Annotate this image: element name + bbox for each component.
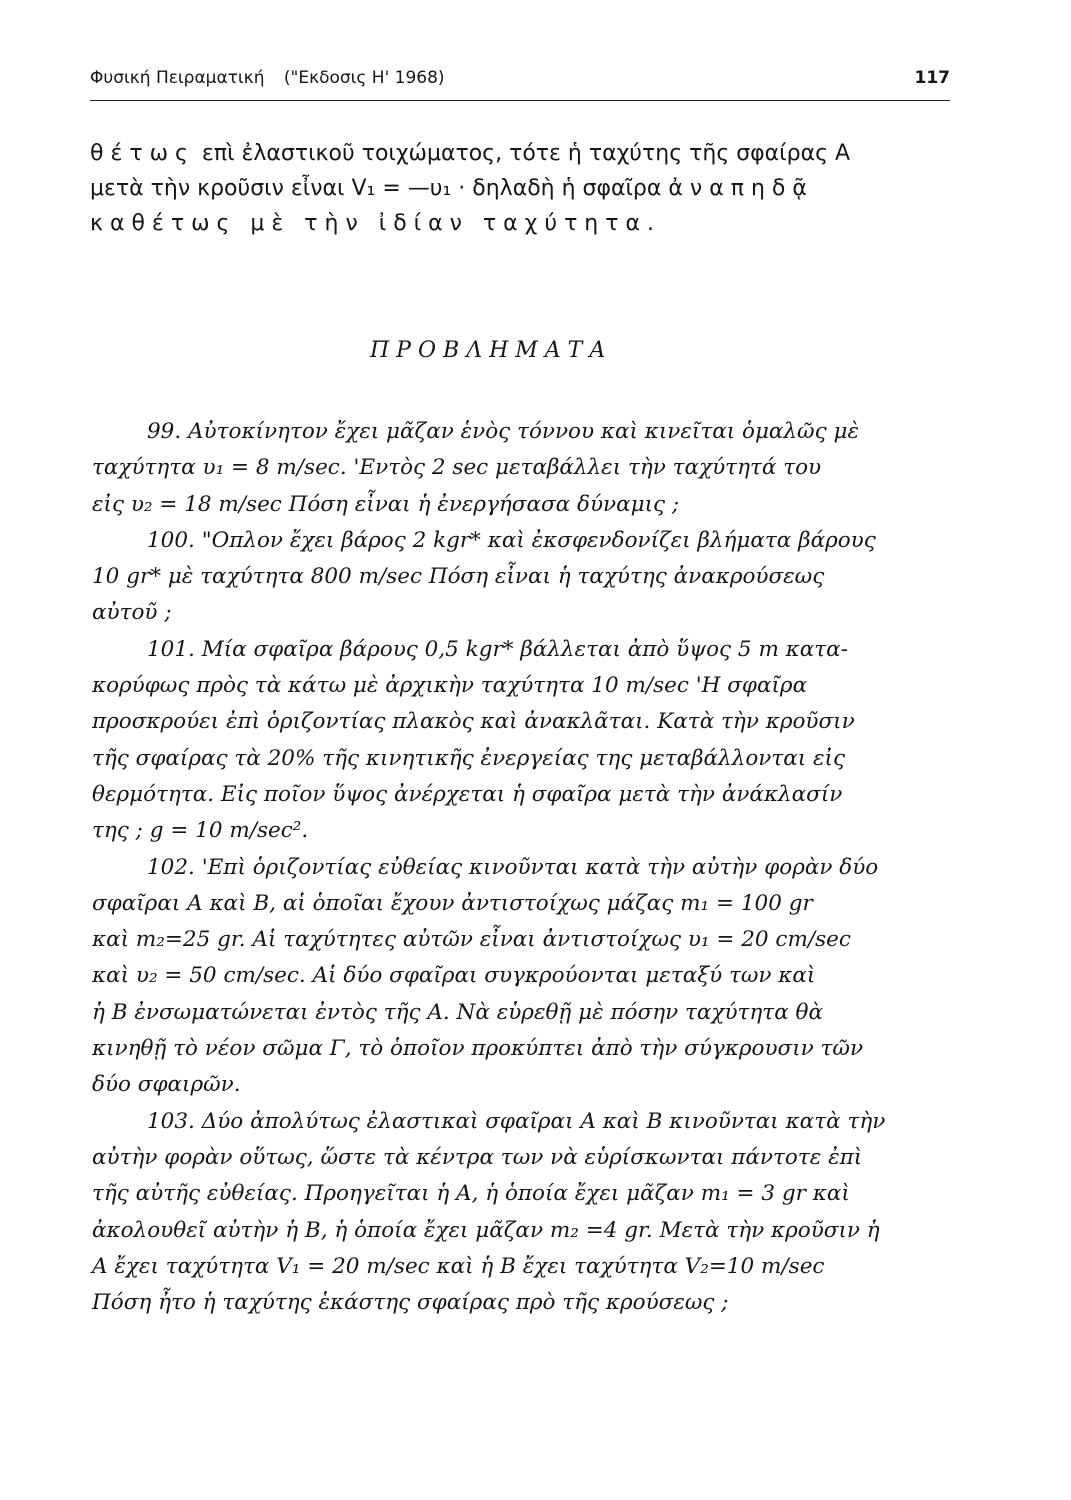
problem-line: 102. 'Επὶ ὁριζοντίας εὐθείας κινοῦνται κατὰ τὴν αὐτὴν φορὰν δύο	[147, 854, 879, 880]
intro-line	[90, 136, 950, 171]
problems-list	[92, 414, 952, 1321]
intro-line	[90, 171, 950, 206]
problem-line: ταχύτητα υ₁ = 8 m/sec. 'Εντὸς 2 sec μεταβάλλει τὴν ταχύτητά του	[92, 455, 822, 481]
problem-line: ἡ Β ἐνσωματώνεται ἐντὸς τῆς Α. Νὰ εὑρεθῇ μὲ πόσην ταχύτητα θὰ	[92, 999, 824, 1025]
problem-line: αὐτὴν φορὰν οὕτως, ὥστε τὰ κέντρα των νὰ εὑρίσκωνται πάντοτε ἐπὶ	[92, 1144, 863, 1170]
header-left	[90, 68, 459, 88]
running-header	[90, 68, 950, 98]
problem-line: 10 gr* μὲ ταχύτητα 800 m/sec Πόση εἶναι ἡ ταχύτης ἀνακρούσεως	[92, 564, 825, 590]
intro-text: ἀναπηδᾷ	[668, 176, 814, 201]
edition-info: ("Εκδοσις Η' 1968)	[283, 68, 445, 88]
section-title: ΠΡΟΒΛΗΜΑΤΑ	[370, 338, 613, 363]
intro-text: καθέτως μὲ τὴν ἰδίαν ταχύτητα.	[90, 211, 661, 236]
intro-text: θέτως	[90, 141, 195, 166]
problem-line: κορύφως πρὸς τὰ κάτω μὲ ἀρχικὴν ταχύτητα 10 m/sec 'Η σφαῖρα	[92, 673, 808, 699]
problem-line: καὶ υ₂ = 50 cm/sec. Αἱ δύο σφαῖραι συγκρούονται μεταξύ των καὶ	[92, 963, 816, 989]
problem-line: κινηθῇ τὸ νέον σῶμα Γ, τὸ ὁποῖον προκύπτει ἀπὸ τὴν σύγκρουσιν τῶν	[92, 1036, 864, 1062]
problem-line: Α ἔχει ταχύτητα V₁ = 20 m/sec καὶ ἡ Β ἔχει ταχύτητα V₂=10 m/sec	[92, 1253, 825, 1279]
problem-line: καὶ m₂=25 gr. Αἱ ταχύτητες αὐτῶν εἶναι ἀντιστοίχως υ₁ = 20 cm/sec	[92, 927, 851, 953]
problem-line: σφαῖραι Α καὶ Β, αἱ ὁποῖαι ἔχουν ἀντιστοίχως μάζας m₁ = 100 gr	[92, 890, 813, 916]
problem-line: θερμότητα. Εἰς ποῖον ὕψος ἀνέρχεται ἡ σφαῖρα μετὰ τὴν ἀνάκλασίν	[92, 781, 843, 807]
problem-line: προσκρούει ἐπὶ ὁριζοντίας πλακὸς καὶ ἀνακλᾶται. Κατὰ τὴν κροῦσιν	[92, 709, 855, 735]
intro-paragraph	[90, 136, 950, 241]
header-rule	[90, 100, 950, 101]
problem-line: 101. Μία σφαῖρα βάρους 0,5 kgr* βάλλεται ἀπὸ ὕψος 5 m κατα-	[147, 636, 848, 662]
intro-line	[90, 206, 950, 241]
problem-line: Πόση ἦτο ἡ ταχύτης ἑκάστης σφαίρας πρὸ τῆς κρούσεως ;	[92, 1290, 729, 1316]
problem-line: εἰς υ₂ = 18 m/sec Πόση εἶναι ἡ ἐνεργήσασα δύναμις ;	[92, 491, 680, 517]
problem-line: 100. "Οπλον ἔχει βάρος 2 kgr* καὶ ἐκσφενδονίζει βλήματα βάρους	[147, 527, 876, 553]
intro-text: μετὰ τὴν κροῦσιν εἶναι V₁ = —υ₁ · δηλαδὴ ἡ σφαῖρα	[90, 176, 669, 201]
problem-line: αὐτοῦ ;	[92, 600, 172, 626]
problem-line: της ; g = 10 m/sec².	[92, 818, 309, 844]
book-title: Φυσική Πειραματική	[90, 68, 265, 88]
problem-line: τῆς αὐτῆς εὐθείας. Προηγεῖται ἡ Α, ἡ ὁποία ἔχει μᾶζαν m₁ = 3 gr καὶ	[92, 1181, 850, 1207]
problem-line: τῆς σφαίρας τὰ 20% τῆς κινητικῆς ἐνεργείας της μεταβάλλονται εἰς	[92, 745, 846, 771]
problem-line: ἀκολουθεῖ αὐτὴν ἡ Β, ἡ ὁποία ἔχει μᾶζαν m₂ =4 gr. Μετὰ τὴν κροῦσιν ἡ	[92, 1217, 880, 1243]
problem-line: 99. Αὐτοκίνητον ἔχει μᾶζαν ἑνὸς τόννου καὶ κινεῖται ὁμαλῶς μὲ	[147, 419, 859, 444]
problem-line: 103. Δύο ἀπολύτως ἐλαστικαὶ σφαῖραι Α καὶ Β κινοῦνται κατὰ τὴν	[147, 1108, 886, 1134]
intro-text: επὶ ἐλαστικοῦ τοιχώματος, τότε ἡ ταχύτης τῆς σφαίρας Α	[194, 141, 851, 166]
page-number: 117	[914, 68, 950, 88]
problem-line: δύο σφαιρῶν.	[92, 1072, 241, 1098]
